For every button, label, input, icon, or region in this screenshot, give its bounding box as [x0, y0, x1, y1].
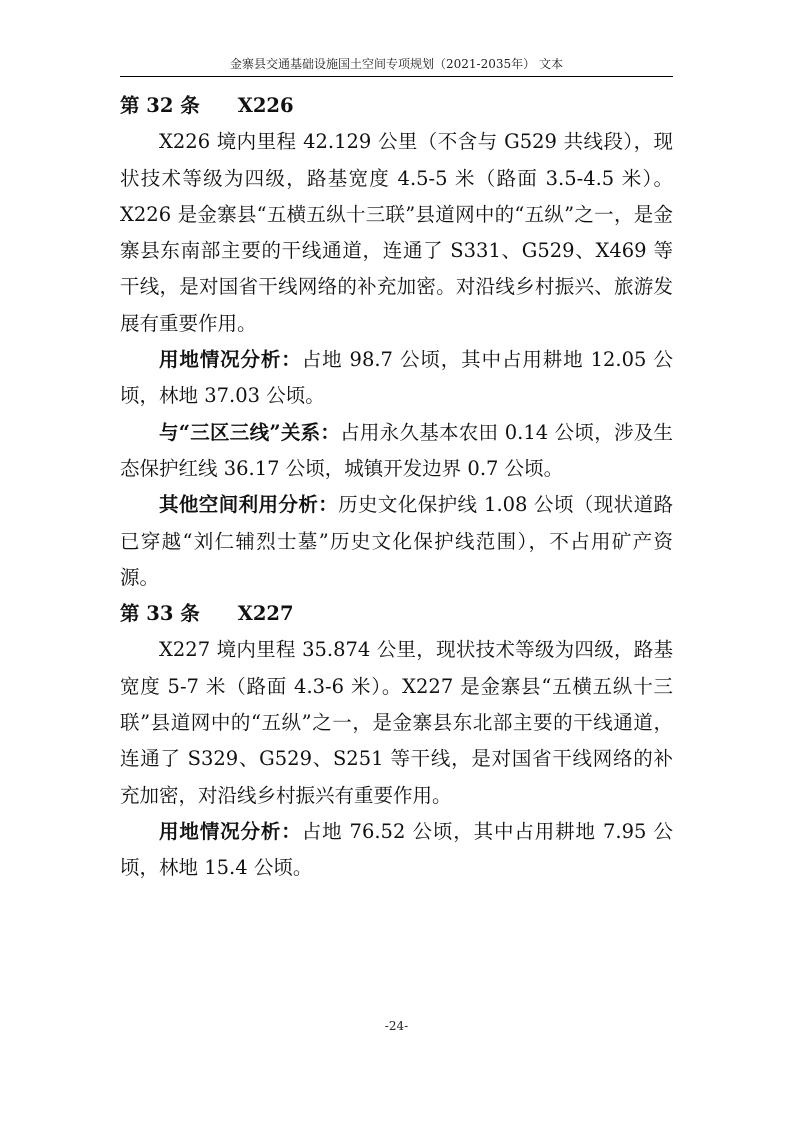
land-use-label: 用地情况分析： — [159, 819, 302, 843]
article-33-number: 第 33 条 — [120, 602, 200, 626]
running-header: 金寨县交通基础设施国土空间专项规划（2021-2035年） 文本 — [230, 57, 563, 71]
three-zones-text: 占用永久基本农田 0.14 公顷，涉及生态保护红线 36.17 公顷，城镇开发边界 0.7 公顷。 — [120, 420, 673, 480]
article-32-land-use — [120, 342, 673, 415]
three-zones-label: 与“三区三线”关系： — [159, 420, 341, 444]
article-32-other-space — [120, 487, 673, 596]
article-32-number: 第 32 条 — [120, 94, 200, 117]
article-33-land-use — [120, 814, 673, 887]
land-use-label: 用地情况分析： — [159, 348, 302, 372]
page-number: -24- — [384, 1019, 409, 1033]
article-32-road-code: X226 — [237, 94, 294, 117]
land-use-text: 占地 98.7 公顷，其中占用耕地 12.05 公顷，林地 37.03 公顷。 — [120, 348, 673, 408]
article-32-three-zones — [120, 415, 673, 488]
page-content — [120, 88, 673, 887]
article-32-intro: X226 境内里程 42.129 公里（不含与 G529 共线段），现状技术等级为四级，路基宽度 4.5-5 米（路面 3.5-4.5 米）。X226 是金寨县“五横五纵十三联”县道网中的“五纵”之一，是金寨县东南部主要的干线通道，连通了 S331、G529、X469 等干线，是对国省干线网络的补充加密。对沿线乡村振兴、旅游发展有重要作用。 — [120, 130, 673, 335]
article-33-road-code: X227 — [237, 602, 294, 626]
header-divider — [120, 76, 673, 77]
article-33-intro: X227 境内里程 35.874 公里，现状技术等级为四级，路基宽度 5-7 米（路面 4.3-6 米）。X227 是金寨县“五横五纵十三联”县道网中的“五纵”之一，是金寨县东北部主要的干线通道，连通了 S329、G529、S251 等干线，是对国省干线网络的补充加密，对沿线乡村振兴有重要作用。 — [120, 638, 673, 807]
land-use-text: 占地 76.52 公顷，其中占用耕地 7.95 公顷，林地 15.4 公顷。 — [120, 819, 673, 880]
other-space-text: 历史文化保护线 1.08 公顷（现状道路已穿越“刘仁辅烈士墓”历史文化保护线范围），不占用矿产资源。 — [120, 493, 673, 589]
article-32-heading — [120, 88, 673, 124]
other-space-label: 其他空间利用分析： — [159, 493, 339, 517]
article-33-heading — [120, 596, 673, 632]
